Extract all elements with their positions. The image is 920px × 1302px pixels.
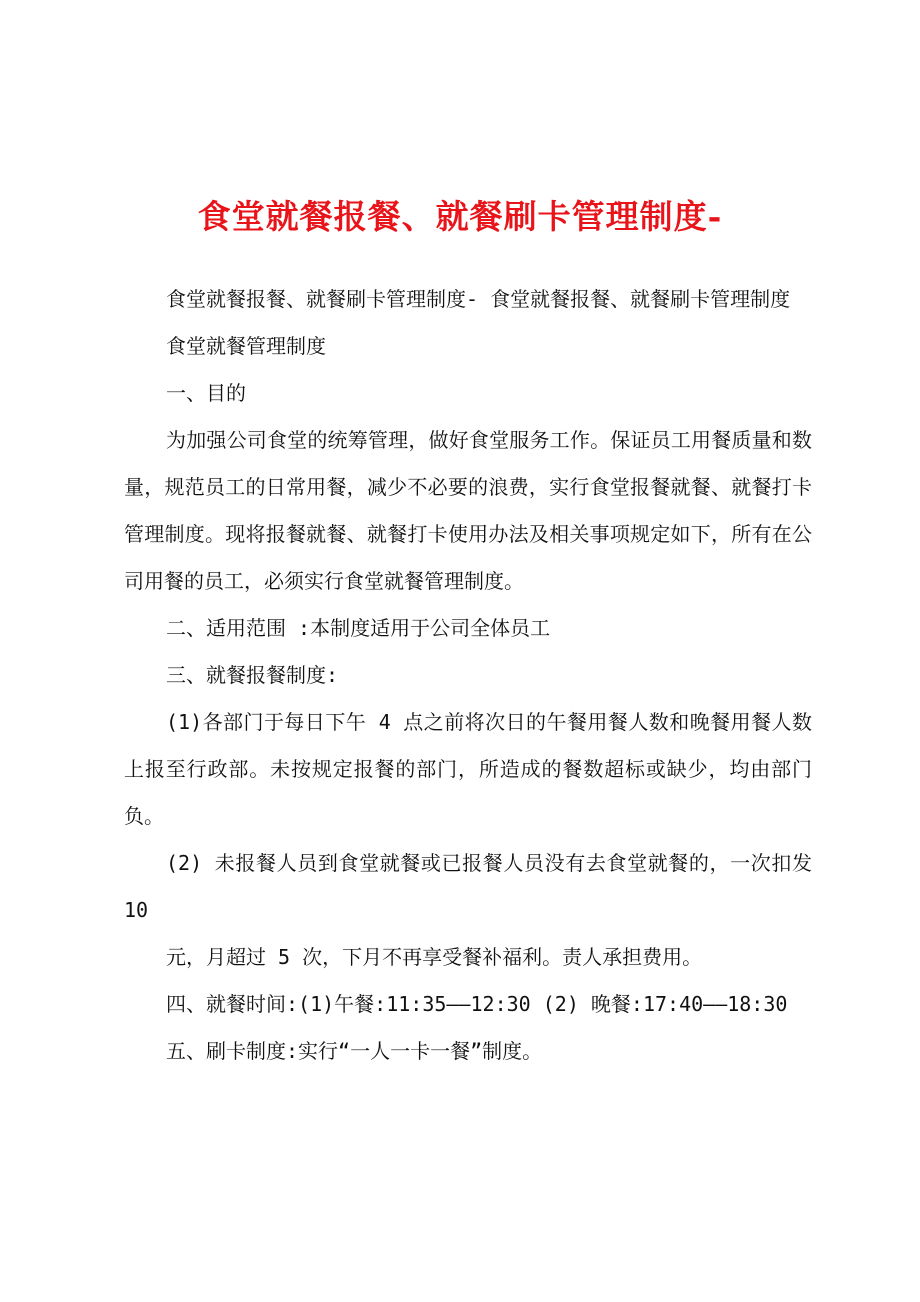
section-heading-card-policy: 五、刷卡制度:实行“一人一卡一餐”制度。	[166, 1039, 543, 1063]
paragraph-rule-1: (1)各部门于每日下午 4 点之前将次日的午餐用餐人数和晚餐用餐人数上报至行政部。未按规定报餐的部门，所造成的餐数超标或缺少，均由部门负。	[124, 710, 812, 828]
paragraph-rule-2-continued: 元，月超过 5 次，下月不再享受餐补福利。责人承担费用。	[166, 945, 703, 969]
section-heading-reporting: 三、就餐报餐制度:	[166, 663, 339, 687]
paragraph-intro: 食堂就餐报餐、就餐刷卡管理制度- 食堂就餐报餐、就餐刷卡管理制度	[166, 287, 791, 311]
document-body	[124, 276, 812, 1075]
section-heading-purpose: 一、目的	[166, 381, 246, 405]
section-heading-meal-times: 四、就餐时间:(1)午餐:11:35——12:30 (2) 晚餐:17:40——18:30	[166, 992, 788, 1016]
section-heading-scope: 二、适用范围 :本制度适用于公司全体员工	[166, 616, 551, 640]
paragraph-purpose: 为加强公司食堂的统筹管理，做好食堂服务工作。保证员工用餐质量和数量，规范员工的日常用餐，减少不必要的浪费，实行食堂报餐就餐、就餐打卡管理制度。现将报餐就餐、就餐打卡使用办法及相关事项规定如下，所有在公司用餐的员工，必须实行食堂就餐管理制度。	[124, 428, 812, 593]
paragraph-rule-2: (2) 未报餐人员到食堂就餐或已报餐人员没有去食堂就餐的，一次扣发 10	[124, 851, 812, 922]
paragraph-subtitle: 食堂就餐管理制度	[166, 334, 326, 358]
document-title: 食堂就餐报餐、就餐刷卡管理制度-	[197, 197, 723, 236]
